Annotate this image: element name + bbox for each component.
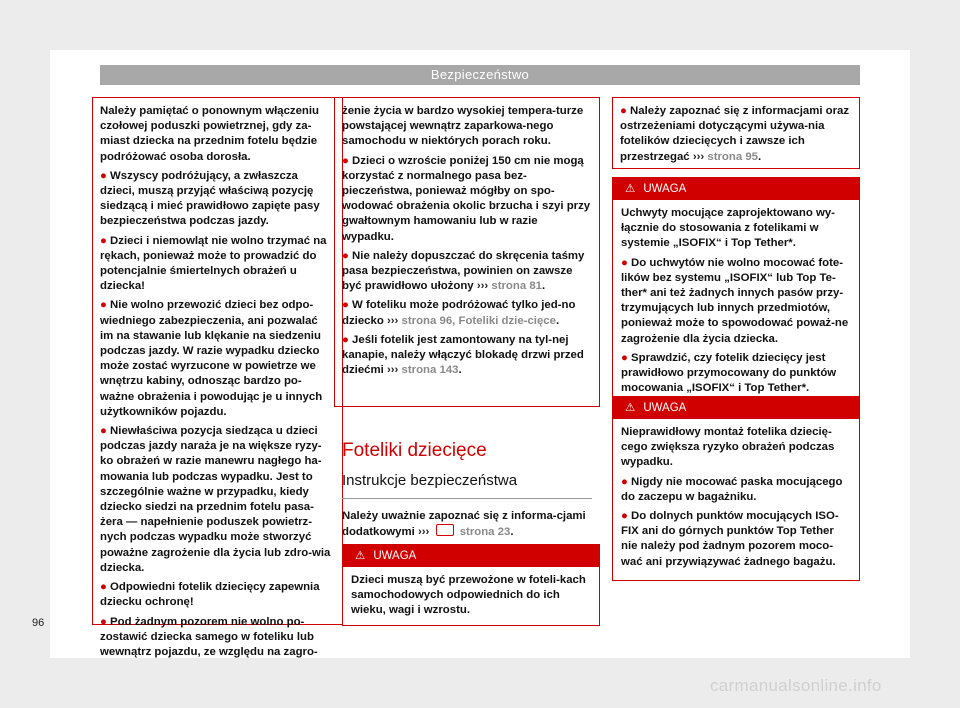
list-item: ● Jeśli fotelik jest zamontowany na tyl-nej kanapie, należy włączyć blokadę drzwi przed dziećmi ››› strona 143. xyxy=(342,333,584,377)
section-subtitle: Instrukcje bezpieczeństwa xyxy=(342,472,592,499)
page-reference-link[interactable]: strona 23 xyxy=(459,526,511,539)
arrow-icon: ››› xyxy=(386,364,399,377)
bullet-icon: ● xyxy=(342,249,353,262)
bullet-icon: ● xyxy=(342,333,353,346)
page-reference-link[interactable]: strona 143 xyxy=(401,364,459,377)
warning-body xyxy=(613,419,859,580)
list-item: ● Dzieci o wzroście poniżej 150 cm nie mogą korzystać z normalnego pasa bez-pieczeństwa, ponieważ mógłby on spo-wodować obrażenia okolic brzucha i szyi przy gwałtownym hamowaniu lub w razie wypadku. xyxy=(342,154,591,243)
col2-continuation: żenie życia w bardzo wysokiej tempera-turze powstającej wewnątrz zaparkowa-nego samochodu w niektórych porach roku. xyxy=(342,105,584,148)
column-2-section xyxy=(342,440,592,544)
warning-box xyxy=(612,177,860,407)
list-item: ● Nie wolno przewozić dzieci bez odpo-wiedniego zabezpieczenia, ani pozwalać im na stawanie lub klękanie na siedzeniu podczas jazdy. W razie wypadku dziecko może zostać wyrzucone w powietrze we wnętrzu kabiny, odnosząc bardzo po-ważne obrażenia i powodując je u innych użytkowników pojazdu. xyxy=(100,299,323,418)
page-header: Bezpieczeństwo xyxy=(100,65,860,85)
book-icon xyxy=(436,524,454,536)
column-1-panel xyxy=(92,97,343,658)
section-title: Foteliki dziecięce xyxy=(342,440,487,461)
warning-box xyxy=(342,544,600,626)
warning-icon: ⚠ xyxy=(625,402,636,414)
bullet-icon: ● xyxy=(621,351,632,364)
list-item: ● Dzieci i niemowląt nie wolno trzymać na rękach, ponieważ może to prowadzić do potencjalnie śmiertelnych obrażeń u dziecka! xyxy=(100,234,327,293)
list-item: ● Niewłaściwa pozycja siedząca u dzieci podczas jazdy naraża je na większe ryzy-ko obrażeń w razie manewru nagłego ha-mowania lub podczas wypadku. Jest to szczególnie ważne w przypadku, kiedy dziecko siedzi na przednim fotelu pasa-żera — napełnienie poduszek powietrz-nych podczas wypadku może stworzyć poważne zagrożenie dla życia lub zdro-wia dziecka. xyxy=(100,425,331,574)
bullet-icon: ● xyxy=(621,475,632,488)
column-3-panel xyxy=(612,97,860,169)
section-intro: Należy uważnie zapoznać się z informa-cjami dodatkowymi ››› strona 23. xyxy=(342,510,586,539)
warning-header: ⚠ UWAGA xyxy=(613,178,859,200)
bullet-icon: ● xyxy=(100,169,111,182)
bullet-icon: ● xyxy=(100,299,111,312)
warning-intro: Uchwyty mocujące zaprojektowano wy-łącznie do stosowania z fotelikami w systemie „ISOFIX“ i Top Tether*. xyxy=(621,207,835,250)
page-reference-link[interactable]: strona 81 xyxy=(491,280,543,293)
warning-header: ⚠ UWAGA xyxy=(613,397,859,419)
watermark: carmanualsonline.info xyxy=(710,676,882,695)
bullet-icon: ● xyxy=(620,105,631,117)
arrow-icon: ››› xyxy=(417,526,430,539)
list-item: ● Nie należy dopuszczać do skręcenia taśmy pasa bezpieczeństwa, powinien on zawsze być prawidłowo ułożony ››› strona 81. xyxy=(342,249,585,293)
list-item: ● Sprawdzić, czy fotelik dziecięcy jest prawidłowo przymocowany do punktów mocowania „ISOFIX“ i Top Tether*. xyxy=(621,351,837,395)
list-item: ● Odpowiedni fotelik dziecięcy zapewnia dziecku ochronę! xyxy=(100,581,320,609)
list-item: ● Do uchwytów nie wolno mocować fote-lików bez systemu „ISOFIX“ lub Top Te-ther* ani też żadnych innych pasów przy-trzymujących lub innych przedmiotów, ponieważ może to spowodować poważ-ne zagrożenie dla życia dziecka. xyxy=(621,256,849,345)
warning-icon: ⚠ xyxy=(355,550,366,562)
bullet-icon: ● xyxy=(100,581,111,594)
arrow-icon: ››› xyxy=(476,280,489,293)
warning-box xyxy=(612,396,860,581)
page-number: 96 xyxy=(32,617,45,629)
bullet-icon: ● xyxy=(100,234,111,247)
warning-icon: ⚠ xyxy=(625,183,636,195)
list-item: ● Nigdy nie mocować paska mocującego do zaczepu w bagażniku. xyxy=(621,475,843,503)
warning-text: Dzieci muszą być przewożone w foteli-kach samochodowych odpowiednich do ich wieku, wagi i wzrostu. xyxy=(351,574,586,617)
warning-intro: Nieprawidłowy montaż fotelika dziecię-cego zwiększa ryzyko obrażeń podczas wypadku. xyxy=(621,426,835,469)
arrow-icon: ››› xyxy=(692,150,705,163)
list-item: ● Pod żadnym pozorem nie wolno po-zostawić dziecka samego w foteliku lub wewnątrz pojazdu, ze względu na zagro- xyxy=(100,615,318,658)
warning-body xyxy=(613,200,859,406)
list-item: ● Należy zapoznać się z informacjami oraz ostrzeżeniami dotyczącymi używa-nia fotelików dziecięcych i zawsze ich przestrzegać ››› strona 95. xyxy=(620,105,850,163)
list-item: ● W foteliku może podróżować tylko jed-no dziecko ››› strona 96, Foteliki dzie-cięce. xyxy=(342,299,576,327)
list-item: ● Do dolnych punktów mocujących ISO-FIX ani do górnych punktów Top Tether nie należy pod żadnym pozorem moco-wać ani przywiązywać żadnego bagażu. xyxy=(621,510,839,568)
list-item: ● Wszyscy podróżujący, a zwłaszcza dzieci, muszą przyjąć właściwą pozycję siedzącą i mieć prawidłowo zapięte pasy bezpieczeństwa podczas jazdy. xyxy=(100,169,320,228)
bullet-icon: ● xyxy=(621,256,632,269)
bullet-icon: ● xyxy=(100,425,111,438)
bullet-icon: ● xyxy=(100,615,111,628)
bullet-icon: ● xyxy=(342,299,353,312)
page-reference-link[interactable]: strona 96, Foteliki dzie-cięce xyxy=(401,314,556,327)
bullet-icon: ● xyxy=(342,154,353,167)
col1-intro: Należy pamiętać o ponownym włączeniu czołowej poduszki powietrznej, gdy za-miast dziecka na przednim fotelu będzie podróżować osoba dorosła. xyxy=(100,105,320,163)
arrow-icon: ››› xyxy=(386,314,399,327)
column-2-panel xyxy=(334,97,600,407)
warning-header: ⚠ UWAGA xyxy=(343,545,599,567)
bullet-icon: ● xyxy=(621,510,632,523)
page-reference-link[interactable]: strona 95 xyxy=(707,150,759,163)
